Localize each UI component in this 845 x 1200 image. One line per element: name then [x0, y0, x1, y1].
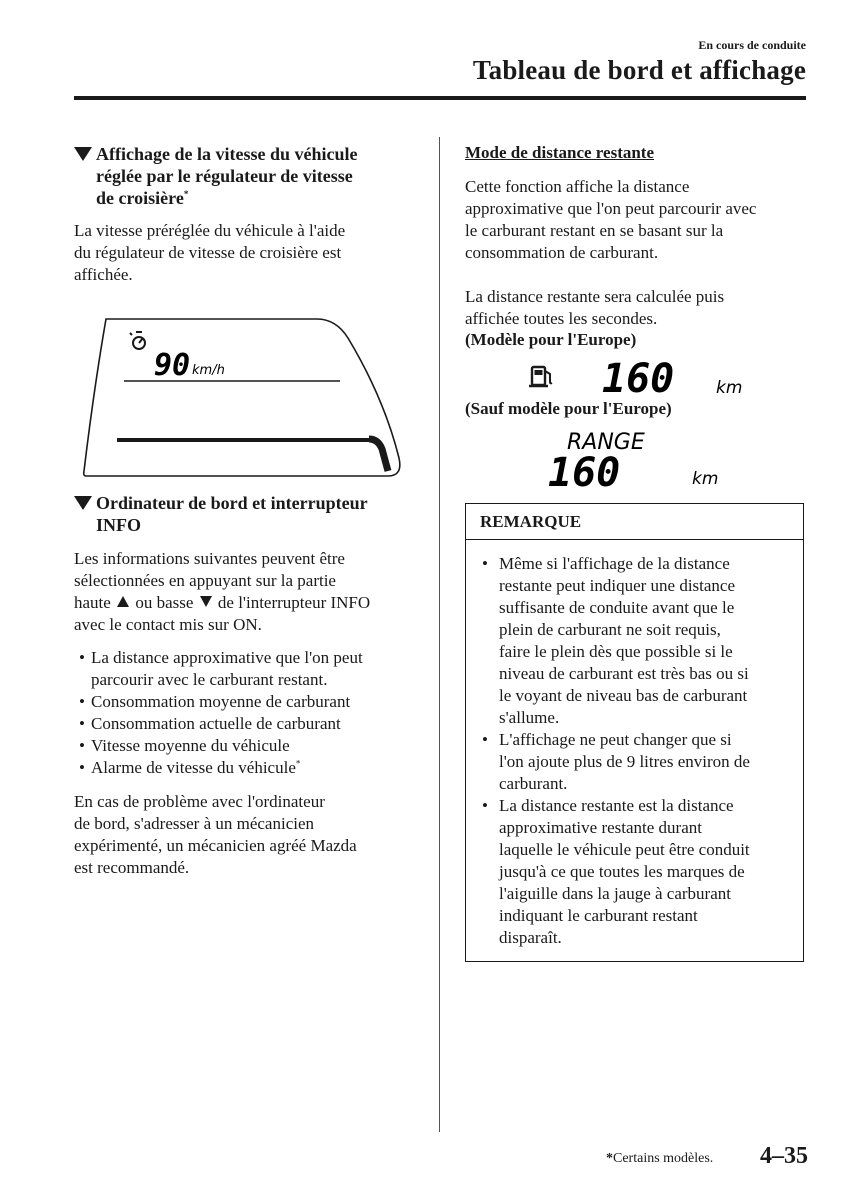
- list-item-line: Consommation moyenne de carburant: [91, 692, 351, 711]
- range-value: 160: [602, 356, 675, 400]
- remark-line: carburant.: [499, 774, 568, 793]
- bullet-icon: •: [79, 736, 85, 755]
- paragraph-line: approximative que l'on peut parcourir avec: [465, 199, 757, 218]
- cruise-control-icon: [130, 332, 145, 349]
- footnote-star: *: [606, 1151, 613, 1166]
- paragraph-info-switch: [74, 548, 434, 636]
- subheading-distance-mode: Mode de distance restante: [465, 143, 655, 162]
- paragraph-distance-mode: [465, 176, 810, 264]
- speed-unit: km/h: [192, 363, 225, 378]
- paragraph-line: En cas de problème avec l'ordinateur: [74, 792, 325, 811]
- paragraph-line: La vitesse préréglée du véhicule à l'aide: [74, 221, 346, 240]
- remark-item: [482, 795, 800, 949]
- bullet-icon: •: [482, 796, 488, 815]
- triangle-down-icon: [74, 496, 92, 510]
- column-divider: [439, 137, 440, 1132]
- remark-title: REMARQUE: [480, 512, 582, 531]
- list-item-line: La distance approximative que l'on peut: [91, 648, 363, 667]
- remark-item: [482, 729, 800, 795]
- heading-line: Affichage de la vitesse du véhicule: [96, 144, 358, 164]
- paragraph-line: sélectionnées en appuyant sur la partie: [74, 571, 336, 590]
- remark-item: [482, 553, 800, 729]
- speed-value: 90: [154, 348, 191, 383]
- display-outline: [84, 319, 400, 476]
- bullet-icon: •: [79, 758, 85, 777]
- remark-line: faire le plein dès que possible si le: [499, 642, 733, 661]
- range-display-non-europe: [540, 424, 730, 492]
- paragraph-line: affichée.: [74, 265, 133, 284]
- triangle-down-icon: [74, 147, 92, 161]
- paragraph-repair: [74, 791, 434, 879]
- range-unit: km: [692, 469, 719, 489]
- list-item-line: Alarme de vitesse du véhicule: [91, 758, 296, 777]
- paragraph-line: affichée toutes les secondes.: [465, 309, 658, 328]
- remark-line: suffisante de conduite avant que le: [499, 598, 735, 617]
- remark-line: L'affichage ne peut changer que si: [499, 730, 732, 749]
- page-title: Tableau de bord et affichage: [472, 55, 806, 85]
- remark-line: laquelle le véhicule peut être conduit: [499, 840, 750, 859]
- model-label-non-europe: (Sauf modèle pour l'Europe): [465, 399, 672, 418]
- heading-trip-computer: [74, 492, 424, 536]
- list-item-line: Vitesse moyenne du véhicule: [91, 736, 290, 755]
- section-label: En cours de conduite: [698, 38, 806, 52]
- footer-note: [606, 1151, 713, 1167]
- footnote-star: *: [295, 758, 301, 769]
- paragraph-line: du régulateur de vitesse de croisière est: [74, 243, 342, 262]
- header-rule: [74, 96, 806, 100]
- footnote-star: *: [183, 189, 189, 199]
- model-label-europe: (Modèle pour l'Europe): [465, 330, 637, 349]
- remark-list: [482, 553, 800, 949]
- remark-line: le voyant de niveau bas de carburant: [499, 686, 748, 705]
- paragraph-text: haute: [74, 593, 111, 612]
- remark-line: restante peut indiquer une distance: [499, 576, 736, 595]
- paragraph-cruise-speed: [74, 220, 424, 286]
- list-item: [74, 735, 434, 757]
- heading-line: INFO: [96, 515, 141, 535]
- paragraph-line: consommation de carburant.: [465, 243, 659, 262]
- display-bar-end: [369, 439, 388, 471]
- paragraph-line: de bord, s'adresser à un mécanicien: [74, 814, 315, 833]
- heading-line: Ordinateur de bord et interrupteur: [96, 493, 368, 513]
- list-item: [74, 647, 434, 691]
- remark-line: jusqu'à ce que toutes les marques de: [499, 862, 745, 881]
- heading-line: de croisière: [96, 188, 184, 208]
- range-value: 160: [548, 450, 621, 492]
- triangle-up-icon: [117, 596, 129, 607]
- bullet-icon: •: [79, 714, 85, 733]
- paragraph-text: ou basse: [135, 593, 194, 612]
- bullet-icon: •: [79, 692, 85, 711]
- list-item: [74, 713, 434, 735]
- range-unit: km: [716, 378, 743, 398]
- bullet-icon: •: [482, 730, 488, 749]
- list-item: [74, 757, 434, 779]
- paragraph-line: est recommandé.: [74, 858, 190, 877]
- remark-line: disparaît.: [499, 928, 562, 947]
- remark-line: plein de carburant ne soit requis,: [499, 620, 721, 639]
- paragraph-calculation: [465, 286, 810, 330]
- list-item: [74, 691, 434, 713]
- remark-line: La distance restante est la distance: [499, 796, 734, 815]
- list-item-line: Consommation actuelle de carburant: [91, 714, 341, 733]
- bullet-icon: •: [482, 554, 488, 573]
- remark-line: l'on ajoute plus de 9 litres environ de: [499, 752, 750, 771]
- remark-line: l'aiguille dans la jauge à carburant: [499, 884, 731, 903]
- remark-line: indiquant le carburant restant: [499, 906, 698, 925]
- page-number: 4–35: [760, 1143, 808, 1169]
- paragraph-line: le carburant restant en se basant sur la: [465, 221, 724, 240]
- remark-line: Même si l'affichage de la distance: [499, 554, 730, 573]
- speed-display-illustration: [82, 318, 404, 480]
- paragraph-line: Cette fonction affiche la distance: [465, 177, 690, 196]
- info-list: [74, 647, 434, 779]
- remark-line: niveau de carburant est très bas ou si: [499, 664, 749, 683]
- paragraph-text: de l'interrupteur INFO: [217, 593, 371, 612]
- paragraph-line: La distance restante sera calculée puis: [465, 287, 725, 306]
- remark-line: approximative restante durant: [499, 818, 702, 837]
- bullet-icon: •: [79, 648, 85, 667]
- list-item-line: parcourir avec le carburant restant.: [91, 670, 328, 689]
- triangle-down-icon: [200, 596, 212, 607]
- paragraph-line: Les informations suivantes peuvent être: [74, 549, 345, 568]
- range-label: RANGE: [567, 430, 645, 455]
- remark-line: s'allume.: [499, 708, 560, 727]
- heading-cruise-speed: [74, 143, 424, 209]
- range-display-europe: [520, 356, 750, 400]
- fuel-pump-icon: [529, 367, 552, 386]
- heading-line: réglée par le régulateur de vitesse: [96, 166, 353, 186]
- paragraph-line: avec le contact mis sur ON.: [74, 615, 262, 634]
- paragraph-line: expérimenté, un mécanicien agréé Mazda: [74, 836, 357, 855]
- footer-note-text: Certains modèles.: [613, 1151, 714, 1166]
